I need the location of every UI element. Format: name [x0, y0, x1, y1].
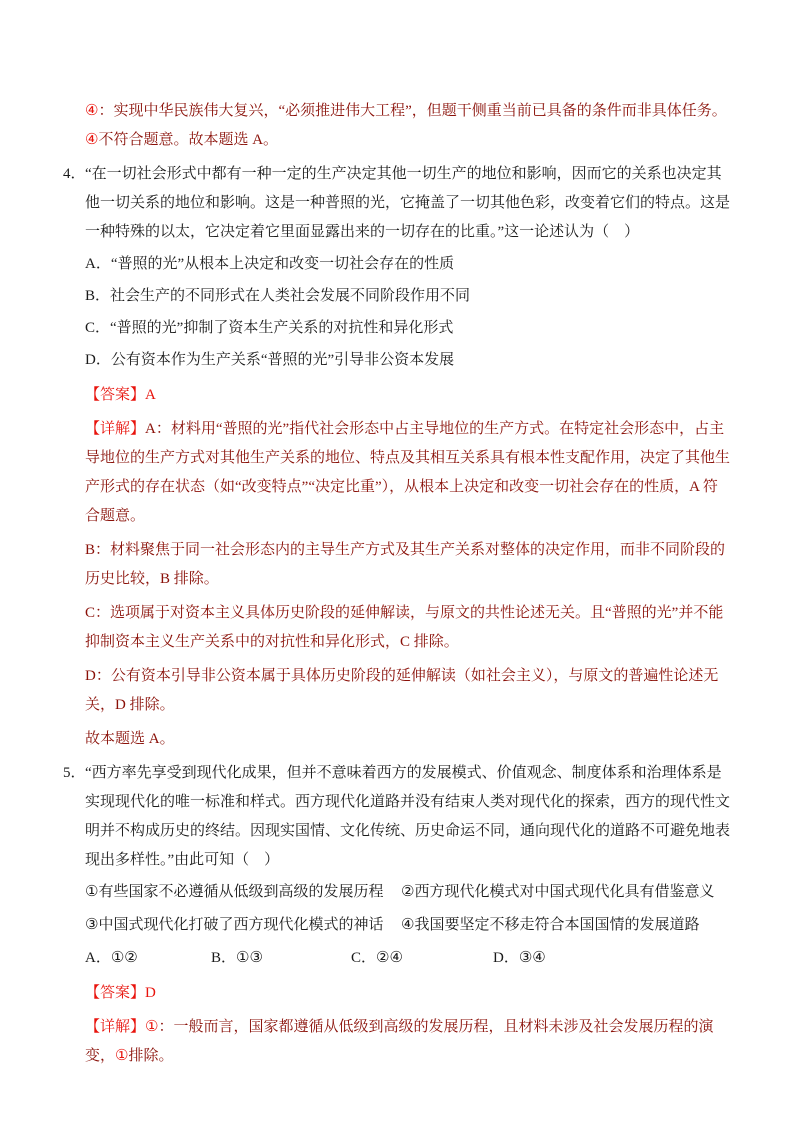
circled-number: ① — [145, 1019, 159, 1035]
circled-number: ④ — [85, 132, 99, 148]
question-number: 5． — [63, 765, 86, 781]
explanation-text: C：选项属于对资本主义具体历史阶段的延伸解读，与原文的共性论述无关。且“普照的光”并不能抑制资本主义生产关系中的对抗性和异化形式，C 排除。 — [85, 605, 724, 650]
option-text: A．“普照的光”从根本上决定和改变一切社会存在的性质 — [85, 256, 455, 272]
choice-item: A．①② — [85, 950, 138, 966]
question-4-explanation-a — [85, 415, 732, 531]
option-text: D．公有资本作为生产关系“普照的光”引导非公资本发展 — [85, 352, 455, 368]
explanation-text: ：一般而言，国家都遵循从低级到高级的发展历程，且材料未涉及社会发展历程的演变， — [85, 1019, 714, 1064]
statement-right: ②西方现代化模式对中国式现代化具有借鉴意义 — [401, 884, 715, 900]
option-text: B．社会生产的不同形式在人类社会发展不同阶段作用不同 — [85, 288, 471, 304]
question-5-stem — [63, 759, 732, 875]
choice-item: C．②④ — [351, 950, 403, 966]
explanation-text: A：材料用“普照的光”指代社会形态中占主导地位的生产方式。在特定社会形态中，占主导地位的生产方式对其他生产关系的地位、特点及其相互关系具有根本性支配作用，决定了其他生产形式的存在状态（如“改变特点”“决定比重”），从根本上决定和改变一切社会存在的性质，A 符合题意。 — [85, 421, 731, 524]
question-5-statements-3-4 — [85, 911, 732, 940]
detail-label: 【详解】 — [85, 1019, 146, 1035]
circled-number: ① — [115, 1048, 129, 1064]
circled-number: ④ — [85, 103, 99, 119]
question-4-option-b — [85, 282, 732, 311]
answer-label: 【答案】 — [85, 387, 146, 403]
explanation-text: 不符合题意。故本题选 A。 — [98, 132, 279, 148]
question-number: 4． — [63, 166, 86, 182]
question-5-statements-1-2 — [85, 878, 732, 907]
statement-right: ④我国要坚定不移走符合本国国情的发展道路 — [401, 917, 700, 933]
answer-value: A — [145, 387, 156, 403]
option-text: C．“普照的光”抑制了资本生产关系的对抗性和异化形式 — [85, 320, 454, 336]
answer-value: D — [145, 985, 156, 1001]
question-4-explanation-d — [85, 662, 732, 720]
explanation-text: 排除。 — [128, 1048, 174, 1064]
statement-left: ①有些国家不必遵循从低级到高级的发展历程 — [85, 884, 384, 900]
question-4-option-c — [85, 314, 732, 343]
question-5-choices — [85, 944, 732, 973]
question-4-explanation-b — [85, 536, 732, 594]
explanation-text: B：材料聚焦于同一社会形态内的主导生产方式及其生产关系对整体的决定作用，而非不同阶段的历史比较，B 排除。 — [85, 542, 726, 587]
question-4-explanation-c — [85, 599, 732, 657]
question-5-explanation-1 — [85, 1013, 732, 1071]
answer-label: 【答案】 — [85, 985, 146, 1001]
explanation-text: D：公有资本引导非公资本属于具体历史阶段的延伸解读（如社会主义），与原文的普遍性论述无关，D 排除。 — [85, 668, 719, 713]
explanation-text: 故本题选 A。 — [85, 731, 175, 747]
explanation-text: ：实现中华民族伟大复兴，“必须推进伟大工程”，但题干侧重当前已具备的条件而非具体任务。 — [98, 103, 727, 119]
question-4-option-d — [85, 346, 732, 375]
question-text: “西方率先享受到现代化成果，但并不意味着西方的发展模式、价值观念、制度体系和治理体系是实现现代化的唯一标准和样式。西方现代化道路并没有结束人类对现代化的探索，西方的现代性文明并不构成历史的终结。因现实国情、文化传统、历史命运不同，通向现代化的道路不可避免地表现出多样性。”由此可知（ ） — [85, 765, 731, 868]
question-text: “在一切社会形式中都有一种一定的生产决定其他一切生产的地位和影响，因而它的关系也决定其他一切关系的地位和影响。这是一种普照的光，它掩盖了一切其他色彩，改变着它们的特点。这是一种特殊的以太，它决定着它里面显露出来的一切存在的比重。”这一论述认为（ ） — [85, 166, 731, 240]
question-4-answer — [85, 381, 732, 410]
choice-item: B．①③ — [211, 950, 263, 966]
question-4-conclusion — [85, 725, 732, 754]
detail-label: 【详解】 — [85, 421, 146, 437]
question-5-answer — [85, 979, 732, 1008]
carryover-explanation-paragraph — [85, 97, 732, 155]
choice-item: D．③④ — [493, 950, 546, 966]
question-4-option-a — [85, 250, 732, 279]
question-4-stem — [63, 160, 732, 247]
statement-left: ③中国式现代化打破了西方现代化模式的神话 — [85, 917, 384, 933]
